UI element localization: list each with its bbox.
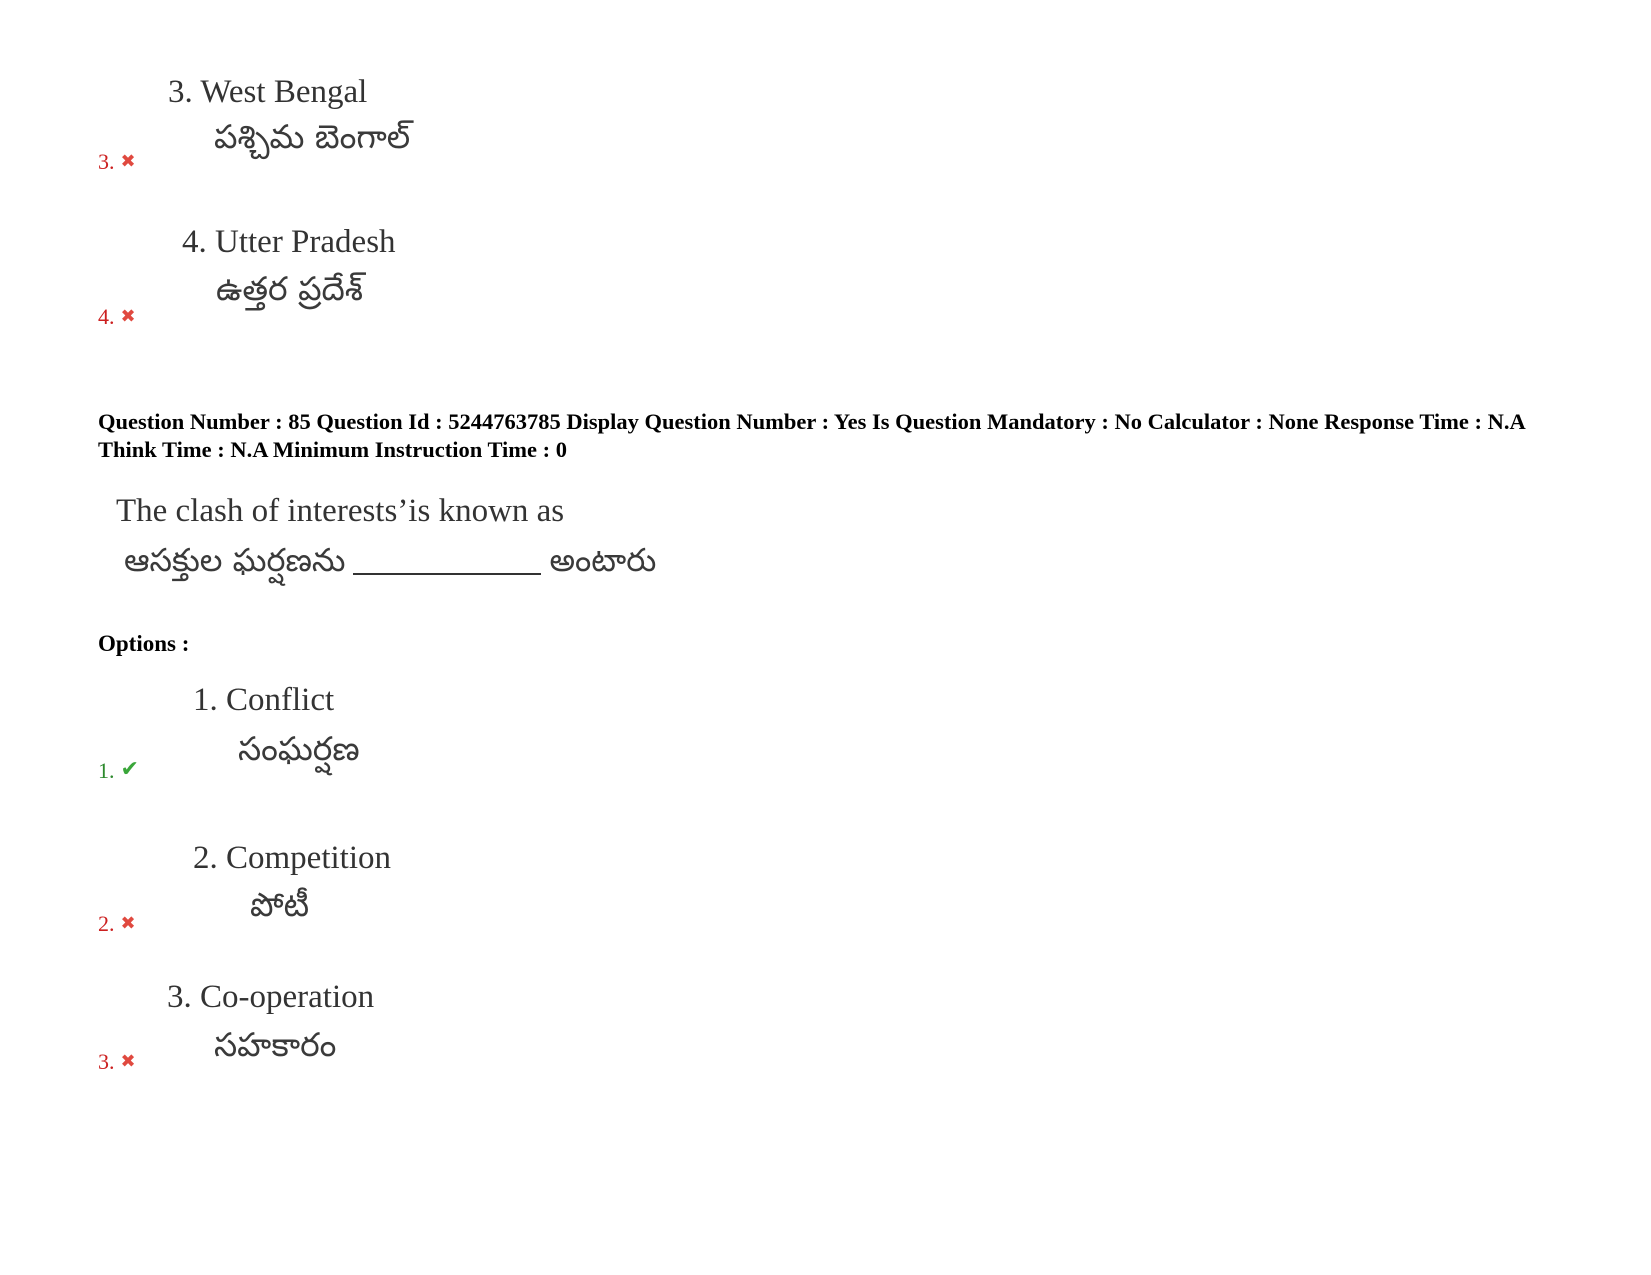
option-text-en: 3. Co-operation <box>167 979 375 1015</box>
option-marker <box>98 1050 136 1073</box>
question-text-te <box>124 540 656 580</box>
option-marker <box>98 150 136 173</box>
question-text-en: The clash of interests’is known as <box>116 493 565 529</box>
option-number: 4. <box>98 304 115 329</box>
option-number: 1. <box>98 758 115 783</box>
option-text-en: 3. West Bengal <box>168 74 368 110</box>
option-text-en: 2. Competition <box>193 840 391 876</box>
check-icon: ✔ <box>120 756 139 781</box>
option-text-te: సహకారం <box>214 1025 337 1064</box>
cross-icon: ✖ <box>120 306 136 326</box>
option-number: 3. <box>98 1049 115 1074</box>
cross-icon: ✖ <box>120 1051 136 1071</box>
option-text-te: పశ్చిమ బెంగాల్ <box>214 117 411 156</box>
question-meta: Question Number : 85 Question Id : 5244763785 Display Question Number : Yes Is Question Mandatory : No Calculator : None Response Time : N.A Think Time : N.A Minimum Instruction Time : 0 <box>98 409 1525 462</box>
option-text-en: 4. Utter Pradesh <box>182 224 396 260</box>
option-text-te: పోటీ <box>250 885 310 924</box>
option-text-en: 1. Conflict <box>193 682 335 718</box>
option-marker <box>98 758 139 782</box>
cross-icon: ✖ <box>120 913 136 933</box>
option-text-te: సంఘర్షణ <box>238 729 360 768</box>
option-number: 2. <box>98 911 115 936</box>
option-number: 3. <box>98 149 115 174</box>
option-marker <box>98 305 136 328</box>
option-marker <box>98 912 136 935</box>
option-text-te: ఉత్తర ప్రదేశ్ <box>216 269 363 308</box>
cross-icon: ✖ <box>120 151 136 171</box>
question-text-te-before: ఆసక్తుల ఘర్షణను <box>124 541 346 579</box>
fill-in-blank <box>353 545 541 575</box>
options-label: Options : <box>98 631 190 656</box>
question-text-te-after: అంటారు <box>549 541 657 579</box>
